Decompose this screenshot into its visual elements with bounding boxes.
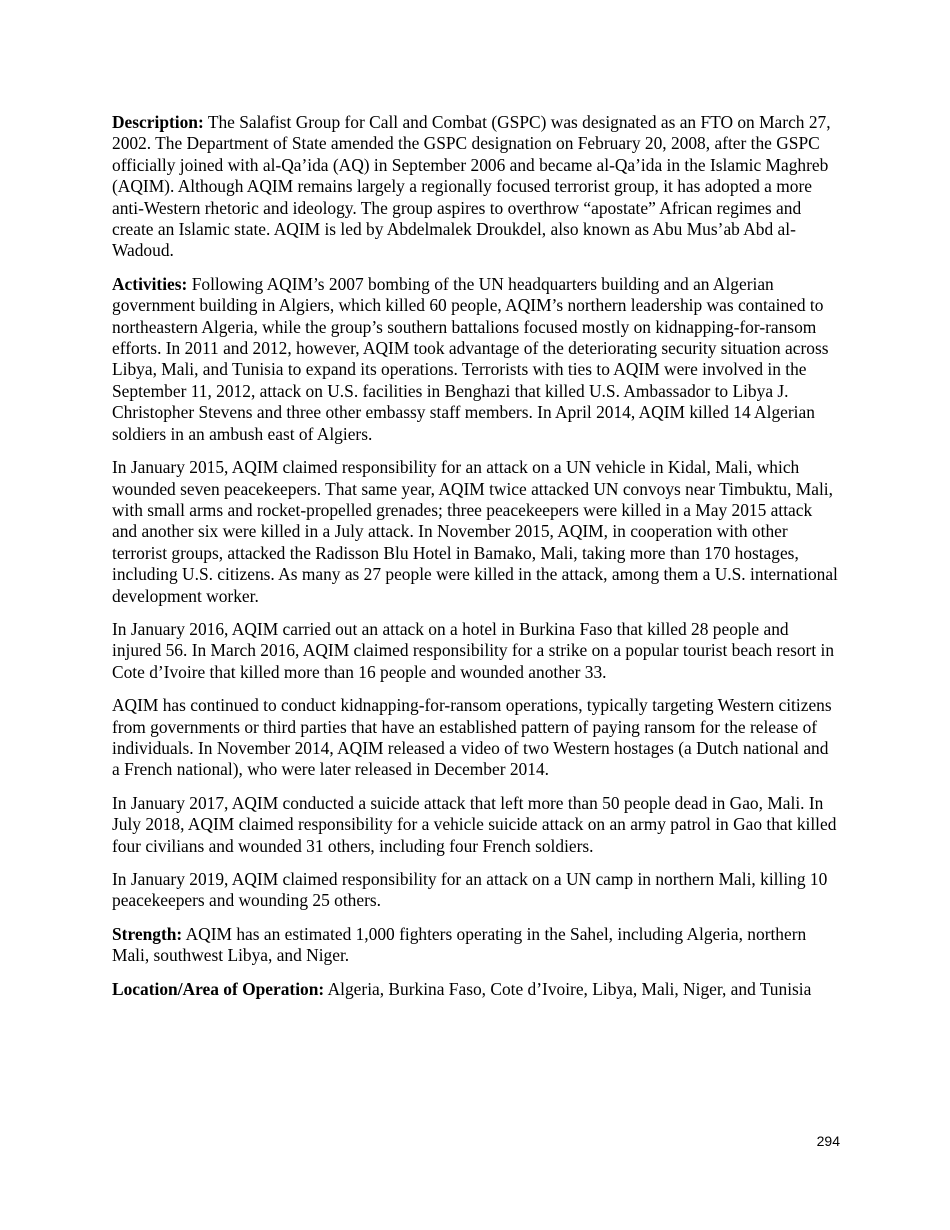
- activities-2019-paragraph: [112, 869, 840, 912]
- activities-2019-text: In January 2019, AQIM claimed responsibility for an attack on a UN camp in northern Mali, killing 10 peacekeepers and wounding 25 others.: [112, 869, 828, 911]
- activities-2016-text: In January 2016, AQIM carried out an attack on a hotel in Burkina Faso that killed 28 people and injured 56. In March 2016, AQIM claimed responsibility for a strike on a popular tourist beach resort in Cote d’Ivoire that killed more than 16 people and wounded another 33.: [112, 618, 835, 682]
- kidnapping-text: AQIM has continued to conduct kidnapping-for-ransom operations, typically targeting Western citizens from governments or third parties that have an established pattern of paying ransom for the release of individuals. In November 2014, AQIM released a video of two Western hostages (a Dutch national and a French national), who were later released in December 2014.: [112, 695, 832, 780]
- strength-paragraph: [112, 924, 840, 967]
- description-label: Description:: [112, 112, 204, 132]
- page-number: 294: [816, 1133, 840, 1149]
- location-label: Location/Area of Operation:: [112, 978, 325, 999]
- description-paragraph: [112, 112, 840, 262]
- activities-text: Following AQIM’s 2007 bombing of the UN headquarters building and an Algerian government building in Algiers, which killed 60 people, AQIM’s northern leadership was contained to northeastern Algeria, while the group’s southern battalions focused mostly on kidnapping-for-ransom efforts. In 2011 and 2012, however, AQIM took advantage of the deteriorating security situation across Libya, Mali, and Tunisia to expand its operations. Terrorists with ties to AQIM were involved in the September 11, 2012, attack on U.S. facilities in Benghazi that killed U.S. Ambassador to Libya J. Christopher Stevens and three other embassy staff members. In April 2014, AQIM killed 14 Algerian soldiers in an ambush east of Algiers.: [112, 273, 829, 444]
- activities-2015-text: In January 2015, AQIM claimed responsibility for an attack on a UN vehicle in Kidal, Mali, which wounded seven peacekeepers. That same year, AQIM twice attacked UN convoys near Timbuktu, Mali, with small arms and rocket-propelled grenades; three peacekeepers were killed in a May 2015 attack and another six were killed in a July attack. In November 2015, AQIM, in cooperation with other terrorist groups, attacked the Radisson Blu Hotel in Bamako, Mali, taking more than 170 hostages, including U.S. citizens. As many as 27 people were killed in the attack, among them a U.S. international development worker.: [112, 457, 838, 606]
- activities-2017-paragraph: [112, 793, 840, 857]
- activities-label: Activities:: [112, 273, 188, 294]
- strength-text: AQIM has an estimated 1,000 fighters operating in the Sahel, including Algeria, northern Mali, southwest Libya, and Niger.: [112, 923, 807, 966]
- kidnapping-paragraph: [112, 695, 840, 781]
- description-text: The Salafist Group for Call and Combat (GSPC) was designated as an FTO on March 27, 2002. The Department of State amended the GSPC designation on February 20, 2008, after the GSPC officially joined with al-Qa’ida (AQ) in September 2006 and became al-Qa’ida in the Islamic Maghreb (AQIM). Although AQIM remains largely a regionally focused terrorist group, it has adopted a more anti-Western rhetoric and ideology. The group aspires to overthrow “apostate” African regimes and create an Islamic state. AQIM is led by Abdelmalek Droukdel, also known as Abu Mus’ab Abd al-Wadoud.: [112, 112, 831, 261]
- location-paragraph: [112, 979, 840, 1000]
- document-body: [112, 112, 840, 1012]
- activities-2017-text: In January 2017, AQIM conducted a suicide attack that left more than 50 people dead in Gao, Mali. In July 2018, AQIM claimed responsibility for a vehicle suicide attack on an army patrol in Gao that killed four civilians and wounded 31 others, including four French soldiers.: [112, 792, 837, 856]
- activities-2015-paragraph: [112, 457, 840, 607]
- location-text: Algeria, Burkina Faso, Cote d’Ivoire, Libya, Mali, Niger, and Tunisia: [327, 978, 812, 999]
- activities-2016-paragraph: [112, 619, 840, 683]
- strength-label: Strength:: [112, 923, 183, 944]
- activities-paragraph: [112, 274, 840, 445]
